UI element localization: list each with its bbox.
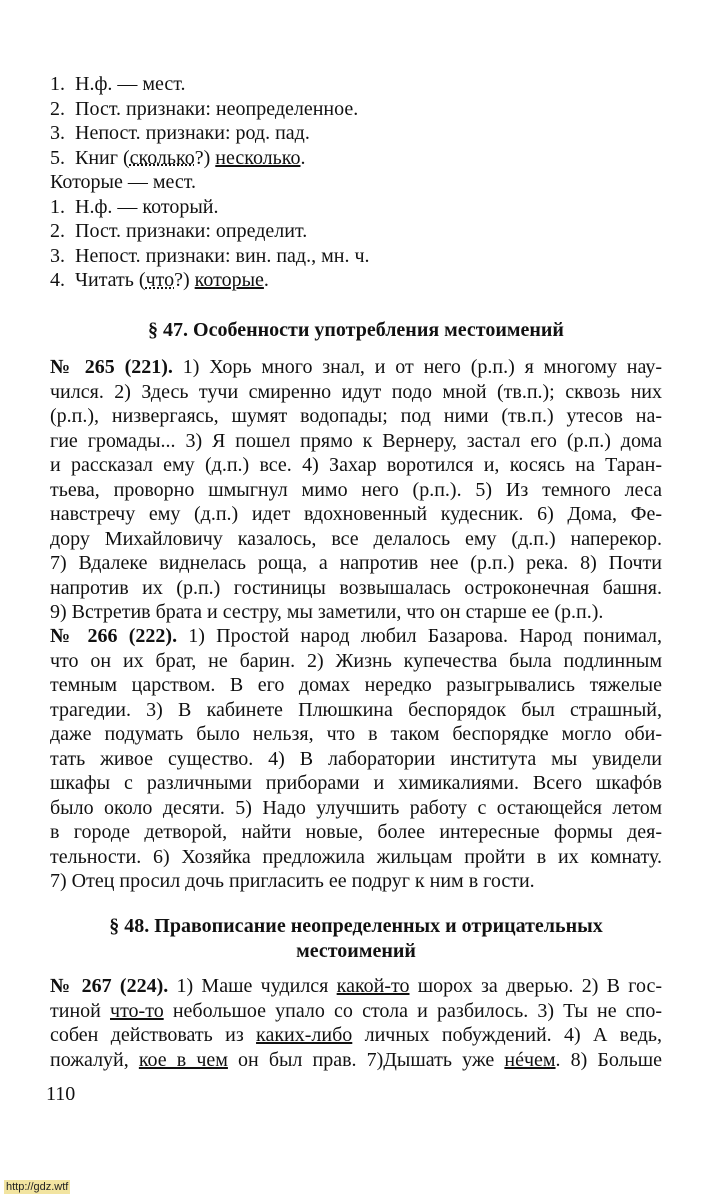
list-item: 1. Н.ф. — который. <box>50 195 219 218</box>
text-line: 7) Вдалеке виднелась роща, а напротив нее (р.п.) река. 8) Почти <box>50 552 662 574</box>
answer-word: несколько <box>215 146 301 169</box>
exercise-number: № 267 (224). <box>50 975 169 997</box>
answer-list-a <box>50 72 662 293</box>
heading-line: местоимений <box>296 939 416 962</box>
text-line: тиной что-то небольшое упало со стола и разбилось. 3) Ты не спо- <box>50 999 662 1022</box>
pronoun-underlined: каких-либо <box>256 1024 353 1046</box>
text-line: дору Михайловичу казалось, все делалось ему (д.п.) наперекор. <box>50 527 662 550</box>
text-line: в городе детворой, найти новые, более интересные формы дея- <box>50 821 662 843</box>
exercise-number: № 266 (222). <box>50 625 178 647</box>
list-item: 4. Читать (что?) которые. <box>50 269 269 291</box>
exercise-267 <box>50 974 662 1072</box>
text-line: шкафы с различными приборами и химикалиями. Всего шкафóв <box>50 772 662 794</box>
pronoun-underlined: нéчем <box>504 1048 556 1071</box>
pronoun-underlined: какой-то <box>336 975 410 997</box>
text-line: тьева, проворно шмыгнул мимо него (р.п.). 5) Из темного леса <box>50 478 662 501</box>
text-line: тать живое существо. 4) В лаборатории института мы увидели <box>50 747 662 770</box>
text-line: № 266 (222). 1) Простой народ любил Базарова. Народ понимал, <box>50 625 662 647</box>
text-line: было около десяти. 5) Надо улучшить работу с остающейся летом <box>50 796 662 819</box>
page-number: 110 <box>46 1083 76 1105</box>
text-line: что он их брат, не барин. 2) Жизнь купечества была подлинным <box>50 649 662 672</box>
text-line: 9) Встретив брата и сестру, мы заметили, что он старше ее (р.п.). <box>50 601 604 623</box>
text-line: навстречу ему (д.п.) идет вдохновенный кудесник. 6) Дома, Фе- <box>50 503 662 525</box>
text-line: и рассказал ему (д.п.) все. 4) Захар воротился и, косясь на Таран- <box>50 454 662 476</box>
exercise-265 <box>50 355 662 625</box>
section-heading-47: § 47. Особенности употребления местоимений <box>148 319 564 341</box>
list-item: 3. Непост. признаки: род. пад. <box>50 122 310 144</box>
text-line: даже подумать было нельзя, что в таком беспорядке могло оби- <box>50 723 662 745</box>
text-line: пожалуй, кое в чем он был прав. 7)Дышать уже нéчем. 8) Больше <box>50 1048 663 1071</box>
list-item: 2. Пост. признаки: определит. <box>50 220 308 242</box>
heading-line: § 48. Правописание неопределенных и отрицательных <box>109 915 603 937</box>
text-line: тельности. 6) Хозяйка предложила жильцам пройти в их комнату. <box>50 845 662 868</box>
pronoun-underlined: кое в чем <box>138 1048 228 1071</box>
list-item: 3. Непост. признаки: вин. пад., мн. ч. <box>50 244 370 267</box>
pronoun-underlined: что-то <box>110 999 164 1022</box>
answer-word: которые <box>194 269 264 291</box>
list-item: 1. Н.ф. — мест. <box>50 73 186 95</box>
question-word: сколько <box>129 146 195 169</box>
section-heading-48 <box>50 914 662 963</box>
text-line: чился. 2) Здесь тучи смиренно идут подо мной (тв.п.); сквозь них <box>50 380 662 403</box>
text-line: 7) Отец просил дочь пригласить ее подруг к ним в гости. <box>50 870 535 892</box>
list-item: 5. Книг (сколько?) несколько. <box>50 146 306 169</box>
text-line: гие громады... 3) Я пошел прямо к Вернеру, застал его (р.п.) дома <box>50 429 662 452</box>
text-line: трагедии. 3) В кабинете Плюшкина беспорядок был страшный, <box>50 698 662 721</box>
exercise-266 <box>50 624 662 894</box>
source-link[interactable]: http://gdz.wtf <box>6 1181 69 1193</box>
text-line: № 267 (224). 1) Маше чудился какой-то шорох за дверью. 2) В гос- <box>50 975 662 997</box>
list-item: 2. Пост. признаки: неопределенное. <box>50 97 359 120</box>
word-title: Которые — мест. <box>50 171 197 193</box>
text-line: напротив их (р.п.) гостиницы возвышалась остроконечная башня. <box>50 576 662 599</box>
text-line: № 265 (221). 1) Хорь много знал, и от него (р.п.) я многому нау- <box>50 356 662 378</box>
text-line: темным царством. В его домах нередко разыгрывались тяжелые <box>50 674 662 696</box>
exercise-number: № 265 (221). <box>50 356 173 378</box>
text-line: (р.п.), низвергаясь, шумят водопады; под ними (тв.п.) утесов на- <box>50 405 662 427</box>
question-word: что <box>145 269 175 291</box>
text-line: собен действовать из каких-либо личных побуждений. 4) А ведь, <box>50 1024 662 1046</box>
